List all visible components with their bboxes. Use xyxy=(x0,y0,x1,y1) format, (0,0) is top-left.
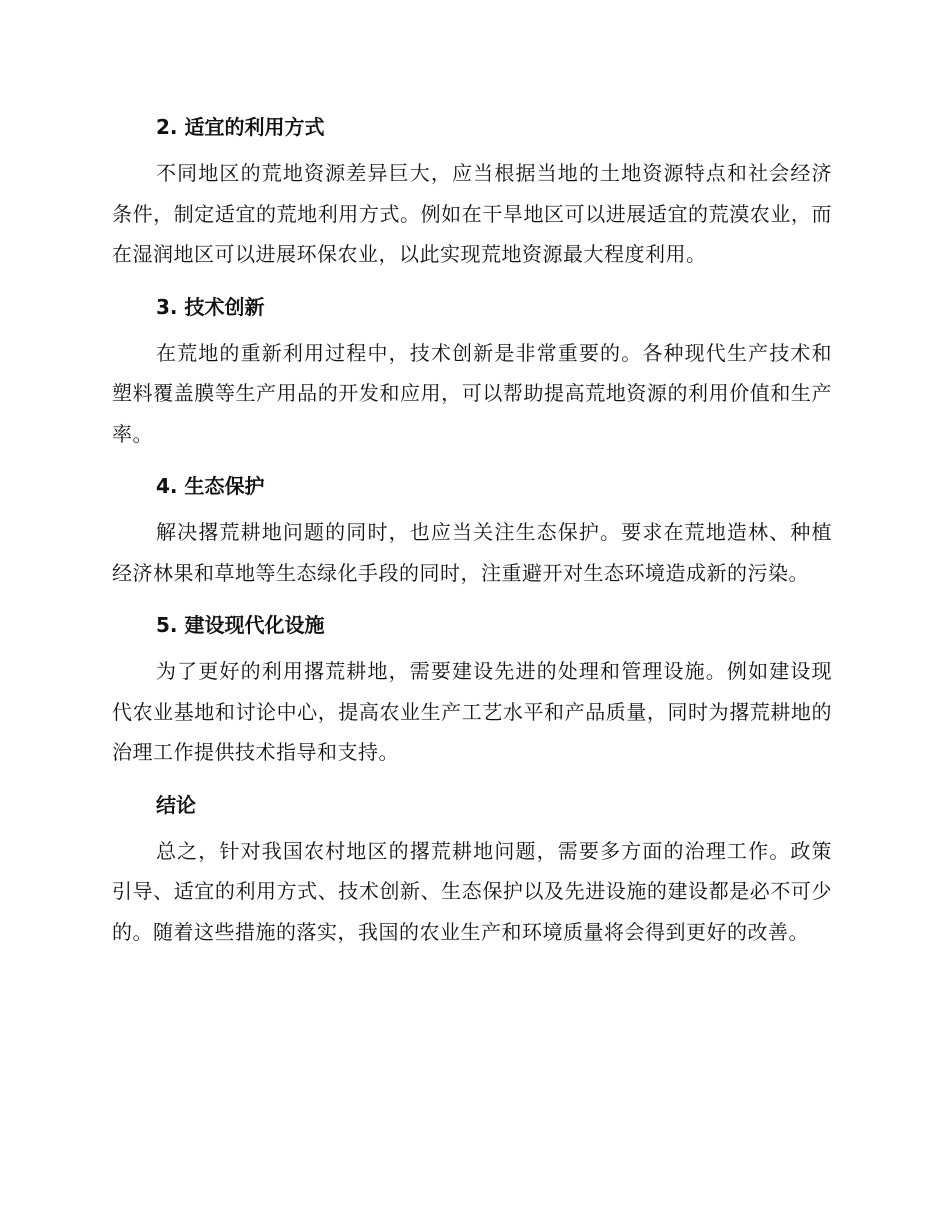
section-paragraph-ecology: 解决撂荒耕地问题的同时，也应当关注生态保护。要求在荒地造林、种植经济林果和草地等生态绿化手段的同时，注重避开对生态环境造成新的污染。 xyxy=(112,520,832,585)
section-paragraph-conclusion: 总之，针对我国农村地区的撂荒耕地问题，需要多方面的治理工作。政策引导、适宜的利用方式、技术创新、生态保护以及先进设施的建设都是必不可少的。随着这些措施的落实，我国的农业生产和环境质量将会得到更好的改善。 xyxy=(112,838,832,944)
section-paragraph-tech: 在荒地的重新利用过程中，技术创新是非常重要的。各种现代生产技术和塑料覆盖膜等生产用品的开发和应用，可以帮助提高荒地资源的利用价值和生产率。 xyxy=(112,340,832,446)
section-heading-ecology: 4. 生态保护 xyxy=(156,474,265,498)
section-paragraph-usage: 不同地区的荒地资源差异巨大，应当根据当地的土地资源特点和社会经济条件，制定适宜的荒地利用方式。例如在干旱地区可以进展适宜的荒漠农业，而在湿润地区可以进展环保农业，以此实现荒地资源最大程度利用。 xyxy=(112,161,832,266)
section-heading-usage: 2. 适宜的利用方式 xyxy=(156,115,325,139)
document-body xyxy=(112,107,832,964)
section-heading-conclusion: 结论 xyxy=(156,792,196,817)
section-heading-tech: 3. 技术创新 xyxy=(156,294,265,319)
section-heading-facilities: 5. 建设现代化设施 xyxy=(156,613,325,637)
section-paragraph-facilities: 为了更好的利用撂荒耕地，需要建设先进的处理和管理设施。例如建设现代农业基地和讨论中心，提高农业生产工艺水平和产品质量，同时为撂荒耕地的治理工作提供技术指导和支持。 xyxy=(112,659,832,764)
